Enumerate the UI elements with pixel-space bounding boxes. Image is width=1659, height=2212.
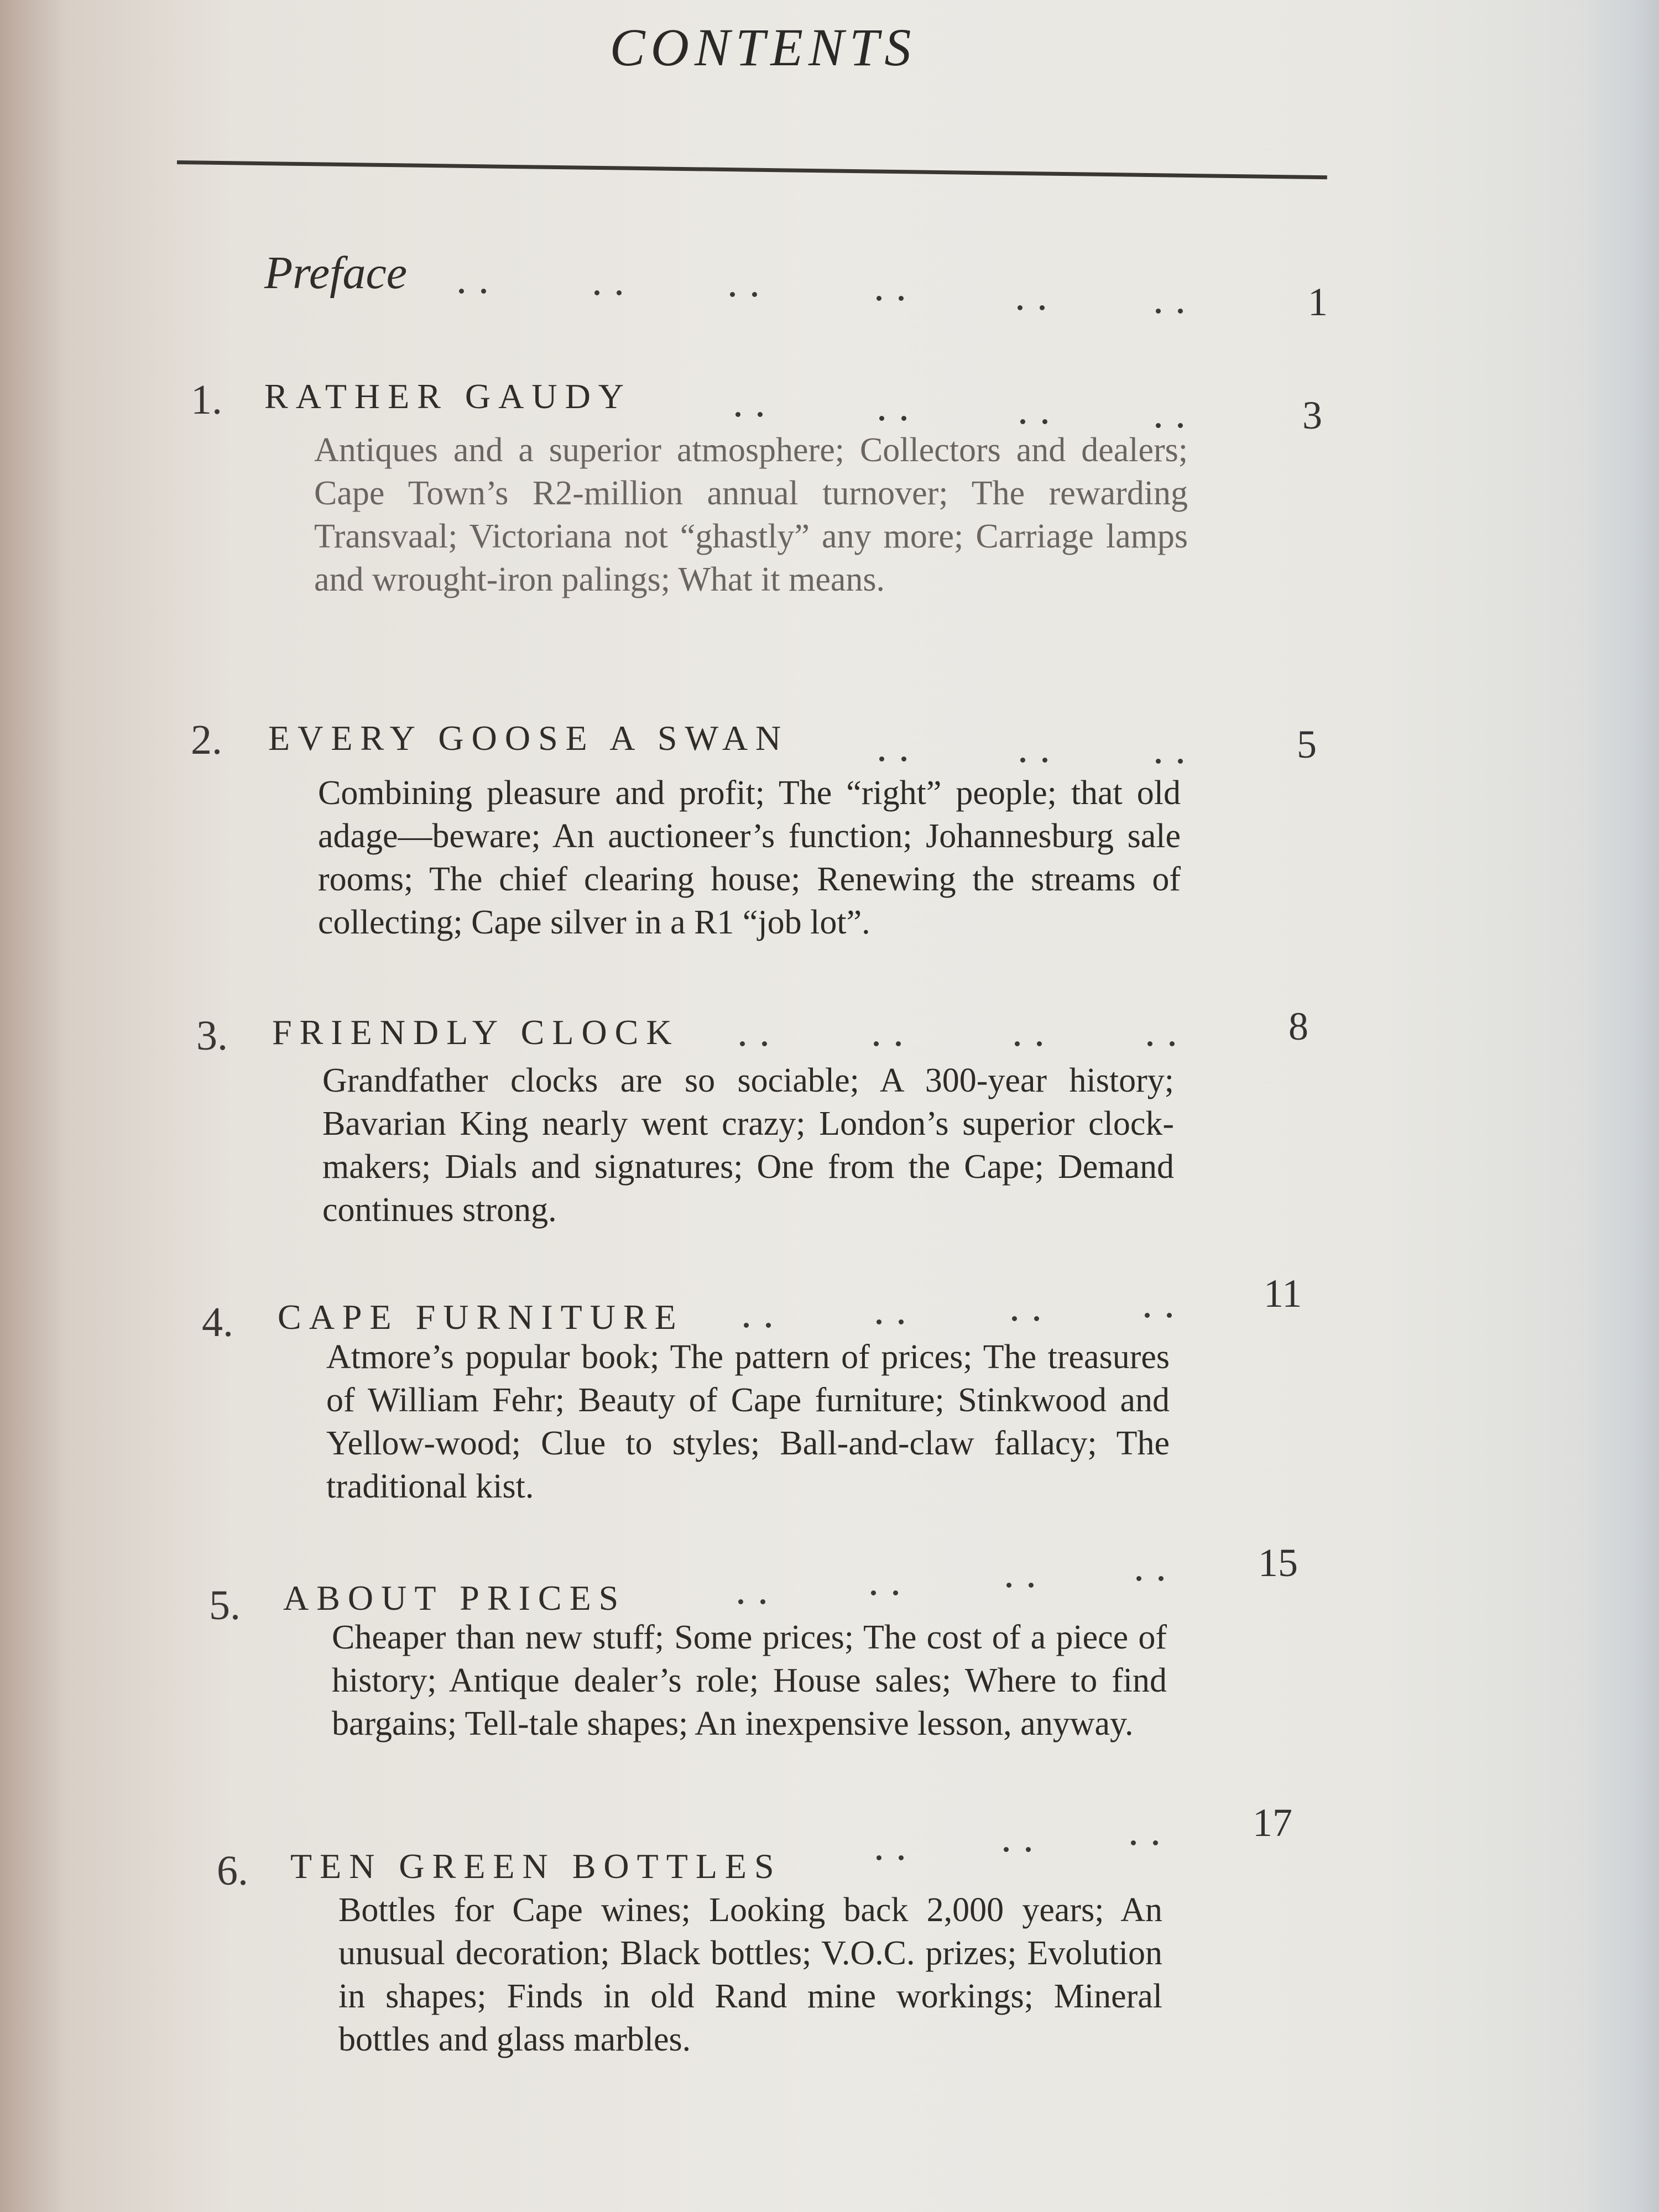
chapter-title: ABOUT PRICES [283, 1578, 627, 1618]
chapter-description: Bottles for Cape wines; Looking back 2,000 years; An unusual decoration; Black bottles; V.O.C. prizes; Evolution in shapes; Finds in old Rand mine workings; Mineral bottles and glass marbles. [338, 1891, 1162, 2058]
chapter-title: FRIENDLY CLOCK [272, 1013, 680, 1052]
chapter-number: 6. [217, 1848, 248, 1894]
chapter-description: Cheaper than new stuff; Some prices; The cost of a piece of history; Antique dealer’s role; House sales; Where to find bargains; Tell-tale shapes; An inexpensive lesson, anyway. [332, 1619, 1167, 1743]
chapter-number: 1. [191, 377, 222, 423]
title-rule [177, 160, 1327, 179]
chapter-description: Atmore’s popular book; The pattern of prices; The treasures of William Fehr; Beauty of Cape furniture; Stinkwood and Yellow-wood; Clue to styles; Ball-and-claw fallacy; The traditional kist. [326, 1338, 1170, 1505]
contents-title: CONTENTS [609, 18, 917, 77]
chapter-description: Grandfather clocks are so sociable; A 300-year history; Bavarian King nearly went crazy; London’s superior clock-makers; Dials and signatures; One from the Cape; Demand continues strong. [322, 1062, 1174, 1229]
chapter-title: EVERY GOOSE A SWAN [268, 718, 789, 758]
page-number: 8 [1288, 1004, 1308, 1048]
chapter-title: CAPE FURNITURE [278, 1297, 684, 1337]
chapter-title: TEN GREEN BOTTLES [290, 1846, 782, 1886]
chapter-title: RATHER GAUDY [264, 377, 632, 416]
page-number: 1 [1308, 280, 1328, 324]
page-number: 11 [1264, 1271, 1302, 1316]
chapter-number: 5. [209, 1582, 241, 1629]
page-number: 15 [1258, 1541, 1298, 1585]
page-number: 5 [1297, 722, 1317, 766]
chapter-number: 4. [202, 1299, 233, 1345]
chapter-description: Combining pleasure and profit; The “right” people; that old adage—beware; An auctioneer’s function; Johannesburg sale rooms; The chief clearing house; Renewing the streams of collecting; Cape silver in a R1 “job lot”. [318, 774, 1181, 941]
page-number: 3 [1302, 393, 1322, 437]
chapter-number: 3. [196, 1013, 228, 1059]
page-number: 17 [1253, 1801, 1292, 1845]
chapter-description: Antiques and a superior atmosphere; Collectors and dealers; Cape Town’s R2-million annual turnover; The rewarding Transvaal; Victoriana not “ghastly” any more; Carriage lamps and wrought-iron palings; What it means. [314, 431, 1188, 598]
chapter-number: 2. [191, 717, 222, 763]
preface-label: Preface [264, 247, 408, 299]
